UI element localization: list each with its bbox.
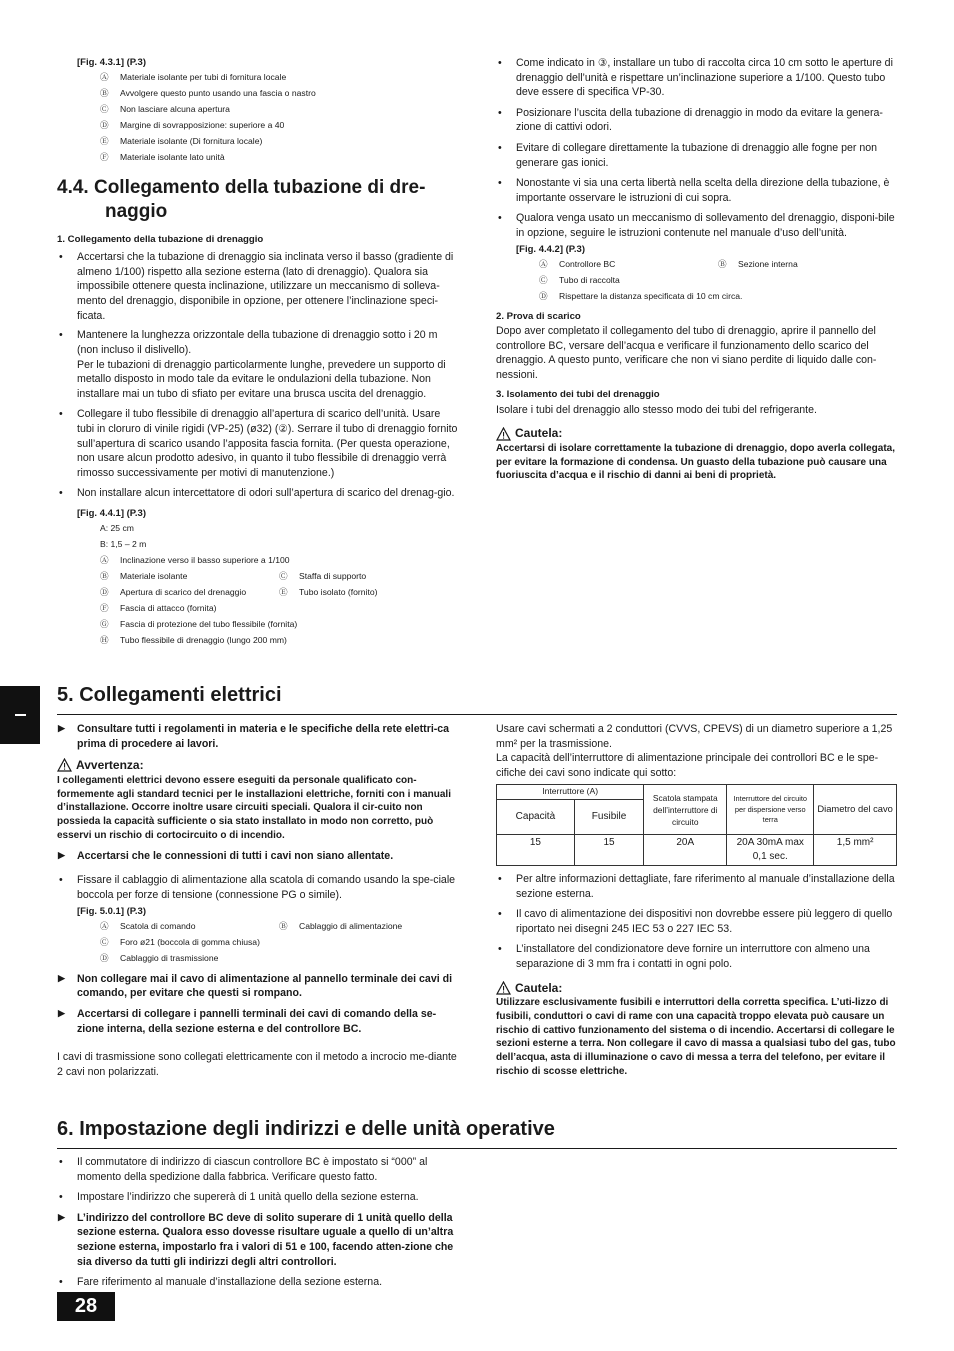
legend-text: Fascia di protezione del tubo flessibile (fornita) [120, 619, 298, 630]
legend-text: Apertura di scarico del drenaggio [120, 587, 247, 598]
legend-code: Ⓐ [539, 258, 548, 269]
subsection-title: 2. Prova di scarico [496, 310, 581, 322]
legend-code: Ⓑ [100, 571, 109, 582]
legend-code: Ⓖ [100, 619, 109, 630]
table-header: Capacità [497, 800, 575, 835]
legend-text: Fascia di attacco (fornita) [120, 603, 217, 614]
list-item: • Il cavo di alimentazione dei dispositivi non dovrebbe essere più leggero di quello riportato nei disegni 245 IEC 53 o 227 IEC 53. [496, 907, 897, 936]
section-6-title: 6. Impostazione degli indirizzi e delle unità operative [57, 1116, 897, 1149]
legend-text: Controllore BC [559, 258, 616, 269]
legend-text: Materiale isolante (Di fornitura locale) [120, 136, 263, 147]
important-note: ▶ Accertarsi che le connessioni di tutti i cavi non siano allentate. [57, 849, 458, 864]
important-note: ▶ Non collegare mai il cavo di alimentazione al pannello terminale dei cavi di comando, per evitare che questi si rompano. [57, 972, 458, 1001]
table-header: Scatola stampata dell’interruttore di circuito [644, 785, 727, 835]
important-note: ▶ Consultare tutti i regolamenti in materia e le specifiche della rete elettri-ca prima di procedere ai lavori. [57, 722, 458, 751]
list-item: • Mantenere la lunghezza orizzontale della tubazione di drenaggio sotto i 20 m (non incluso il dislivello). [57, 328, 458, 357]
legend-item [539, 272, 897, 288]
legend-item [100, 616, 458, 632]
legend-code: Ⓐ [100, 920, 109, 931]
section-5-title: 5. Collegamenti elettrici [57, 682, 897, 715]
fig-title: [Fig. 5.0.1] (P.3) [77, 905, 146, 917]
legend-code: Ⓐ [100, 555, 109, 566]
fig-title: [Fig. 4.4.2] (P.3) [516, 243, 585, 255]
legend-text: Margine di sovrapposizione: superiore a 40 [120, 120, 285, 131]
legend-code: Ⓕ [100, 152, 109, 163]
legend-text: Rispettare la distanza specificata di 10 cm circa. [559, 290, 743, 301]
cable-spec-table [496, 784, 897, 865]
list-item: • Come indicato in ③, installare un tubo di raccolta circa 10 cm sotto le aperture di drenaggio dell’unità e rispettare un’inclinazione superiore a 1/100. Questo tubo deve essere di specifica VP-30. [496, 56, 897, 100]
legend-item [100, 85, 458, 101]
table-cell: 20A 30mA max 0,1 sec. [727, 835, 814, 866]
legend-item [100, 584, 458, 600]
important-note: ▶ L’indirizzo del controllore BC deve di solito superare di 1 unità quello della sezione esterna. Qualora esso dovesse risultare uguale a quello di un’altra sezione esterna, impostarlo fra i valori di 51 e 100, facendo atten-zione che sia diverso da tutti gli indirizzi degli altri controllori. [57, 1211, 458, 1269]
legend-code: Ⓒ [100, 936, 109, 947]
legend-item: B: 1,5 – 2 m [100, 539, 147, 550]
legend-item [100, 117, 458, 133]
table-cell: 1,5 mm² [814, 835, 897, 866]
caution-heading: Cautela: [496, 980, 897, 997]
legend-item [100, 552, 458, 568]
legend-item [100, 133, 458, 149]
legend-code: Ⓔ [279, 587, 288, 598]
table-header: Fusibile [574, 800, 643, 835]
legend-code: Ⓐ [100, 72, 109, 83]
legend-item-secondary [279, 568, 366, 584]
paragraph: La capacità dell’interruttore di alimentazione principale dei controllori BC e le spe-cifiche dei cavi sono indicate qui sotto: [496, 752, 879, 779]
paragraph: Per le tubazioni di drenaggio particolarmente lunghe, prevedere un supporto di metallo disposto in modo tale da evitare le ondulazioni della tubazione. Non installare mai un tubo di sfiato per evitare una brusca uscita del drenaggio. [77, 358, 446, 400]
legend-code: Ⓓ [100, 587, 109, 598]
page-number: 28 [57, 1292, 115, 1321]
list-item: • Accertarsi che la tubazione di drenaggio sia inclinata verso il basso (gradiente di almeno 1/100) rispetto alla sezione esterna (lato di drenaggio). Qualora sia impossibile ottenere questa inclinazione, utilizzare un meccanismo di solleva-mento del drenaggio, disponibile in opzione, per ottenere l’inclinazione speci-ficata. [57, 250, 458, 323]
paragraph: Dopo aver completato il collegamento del tubo di drenaggio, aprire il pannello del controllore BC, versare dell’acqua e verificare il funzionamento dello scarico del drenaggio. A questo punto, verificare che non vi siano perdite di liquido dalle con-nessioni. [496, 325, 877, 381]
list-item: • L’installatore del condizionatore deve fornire un interruttore con almeno una separazione di 3 mm fra i contatti in ogni polo. [496, 942, 897, 971]
table-cell: 20A [644, 835, 727, 866]
fig-title: [Fig. 4.4.1] (P.3) [77, 507, 146, 519]
paragraph: Usare cavi schermati a 2 conduttori (CVVS, CPEVS) di un diametro superiore a 1,25 mm² per la trasmissione. [496, 723, 893, 750]
legend-text: Non lasciare alcuna apertura [120, 104, 230, 115]
legend-text: Materiale isolante per tubi di fornitura locale [120, 72, 287, 83]
legend-item [539, 288, 897, 304]
legend-item [100, 568, 458, 584]
important-note: ▶ Accertarsi di collegare i pannelli terminali dei cavi di comando della se-zione interna, della sezione esterna e del controllore BC. [57, 1007, 458, 1036]
section-4-4-title: 4.4. Collegamento della tubazione di dre- naggio [57, 177, 426, 222]
list-item: • Per altre informazioni dettagliate, fare riferimento al manuale d’installazione della sezione esterna. [496, 872, 897, 901]
list-item: • Posizionare l’uscita della tubazione di drenaggio in modo da evitare la genera-zione di cattivi odori. [496, 106, 897, 135]
legend-item: A: 25 cm [100, 523, 134, 534]
language-tab [0, 686, 40, 744]
legend-item-secondary [279, 584, 378, 600]
section-4-4-body [57, 233, 458, 648]
legend-item [100, 934, 458, 950]
warning-triangle-icon [57, 758, 72, 772]
legend-code: Ⓕ [100, 603, 109, 614]
list-item: • Fissare il cablaggio di alimentazione alla scatola di comando usando la spe-ciale boccola per forze di tensione (connessione PG o simile). [57, 873, 458, 902]
fig-4-3-1-legend [57, 56, 458, 165]
subsection-title: 3. Isolamento dei tubi del drenaggio [496, 389, 660, 401]
paragraph: Isolare i tubi del drenaggio allo stesso modo dei tubi del refrigerante. [496, 403, 817, 416]
legend-code: Ⓑ [100, 88, 109, 99]
legend-text: Foro ø21 (boccola di gomma chiusa) [120, 936, 260, 947]
legend-code: Ⓒ [539, 274, 548, 285]
fig-title: [Fig. 4.3.1] (P.3) [77, 57, 146, 68]
table-cell: 15 [497, 835, 575, 866]
legend-text: Cablaggio di alimentazione [299, 920, 403, 931]
warning-heading: Avvertenza: [57, 757, 458, 774]
legend-item [100, 632, 458, 648]
section-5-right [496, 722, 897, 1079]
legend-text: Cablaggio di trasmissione [120, 952, 219, 963]
table-header: Diametro del cavo [814, 785, 897, 835]
warning-triangle-icon [496, 981, 511, 995]
legend-text: Inclinazione verso il basso superiore a 1/100 [120, 555, 290, 566]
legend-item-secondary [279, 918, 402, 934]
legend-item [100, 918, 458, 934]
list-item: • Nonostante vi sia una certa libertà nella scelta della direzione della tubazione, è importante osservare le istruzioni di cui sopra. [496, 176, 897, 205]
legend-item [100, 600, 458, 616]
legend-item-secondary [718, 256, 798, 272]
right-top-body [496, 56, 897, 483]
legend-item [539, 256, 897, 272]
list-item: • Il commutatore di indirizzo di ciascun controllore BC è impostato si “000” al momento della spedizione dalla fabbrica. Verificare questo fatto. [57, 1155, 458, 1184]
legend-code: Ⓒ [100, 104, 109, 115]
legend-code: Ⓗ [100, 635, 109, 646]
list-item: • Impostare l’indirizzo che supererà di 1 unità quello della sezione esterna. [57, 1190, 458, 1205]
legend-text: Materiale isolante lato unità [120, 152, 225, 163]
caution-text: Utilizzare esclusivamente fusibili e interruttori della corretta specifica. L’uti-lizzo di fusibili, conduttori o cavi di rame con una capacità troppo elevata può causare un rischio di cattivo funzionamento del sistema o di incendio. Accertarsi di collegare le sezioni esterne a terra. Non collegare il cavo di massa a qualsiasi tubo del gas, tubo dell’acqua, asta di illuminazione o cavo di messa a terra del telefono, per evitare il rischio di scosse elettriche. [496, 997, 896, 1078]
legend-text: Sezione interna [738, 258, 798, 269]
legend-code: Ⓒ [279, 571, 288, 582]
warning-triangle-icon [496, 427, 511, 441]
table-header: Interruttore del circuito per dispersione verso terra [727, 785, 814, 835]
legend-item [100, 101, 458, 117]
legend-text: Materiale isolante [120, 571, 188, 582]
legend-text: Tubo flessibile di drenaggio (lungo 200 mm) [120, 635, 287, 646]
legend-text: Tubo isolato (fornito) [299, 587, 378, 598]
list-item: • Qualora venga usato un meccanismo di sollevamento del drenaggio, disponi-bile in opzione, seguire le istruzioni contenute nel manuale d’uso dell’unità. [496, 211, 897, 240]
legend-code: Ⓔ [100, 136, 109, 147]
caution-heading: Cautela: [496, 425, 897, 442]
legend-text: Scatola di comando [120, 920, 196, 931]
legend-text: Staffa di supporto [299, 571, 367, 582]
legend-item [100, 149, 458, 165]
table-header: Interruttore (A) [497, 785, 644, 800]
table-cell: 15 [574, 835, 643, 866]
legend-code: Ⓑ [718, 258, 727, 269]
paragraph: I cavi di trasmissione sono collegati elettricamente con il metodo a incrocio me-diante 2 cavi non polarizzati. [57, 1051, 457, 1078]
list-item: • Non installare alcun intercettatore di odori sull’apertura di scarico del drenag-gio. [57, 486, 458, 501]
list-item: • Fare riferimento al manuale d’installazione della sezione esterna. [57, 1275, 458, 1290]
legend-item [100, 69, 458, 85]
legend-text: Tubo di raccolta [559, 274, 620, 285]
legend-code: Ⓑ [279, 920, 288, 931]
legend-code: Ⓓ [539, 290, 548, 301]
subsection-title: 1. Collegamento della tubazione di drenaggio [57, 234, 264, 245]
caution-text: Accertarsi di isolare correttamente la tubazione di drenaggio, dopo averla collegata, per evitare la formazione di condensa. Un guasto della tubazione può causare una fuoriuscita d’acqua e il rischio di danni ai beni di proprietà. [496, 442, 896, 482]
warning-text: I collegamenti elettrici devono essere eseguiti da personale qualificato con-formemente agli standard tecnici per le installazioni elettriche, forniti con i manuali d’installazione. Occorre inoltre usare circuiti speciali. Qualora il cir-cuito non possieda la capacità sufficiente o sia stato installato in modo non corretto, può esservi un rischio di cortocircuito o di incendio. [57, 774, 451, 841]
section-6-body [57, 1155, 458, 1296]
list-item: • Collegare il tubo flessibile di drenaggio all’apertura di scarico dell’unità. Usare tubi in cloruro di vinile rigidi (VP-25) (ø32) (②). Serrare il tubo di drenaggio fornito sull’apertura di scarico usando l’apposita fascia fornita. (Per questa operazione, non usare alcun prodotto adesivo, in quanto il tubo flessibile di drenaggio verrà rimosso successivamente per motivi di manutenzione.) [57, 407, 458, 480]
legend-code: Ⓓ [100, 952, 109, 963]
legend-item [100, 950, 458, 966]
section-5-left [57, 722, 458, 1079]
list-item: • Evitare di collegare direttamente la tubazione di drenaggio alle fogne per non generare gas ionici. [496, 141, 897, 170]
legend-text: Avvolgere questo punto usando una fascia o nastro [120, 88, 316, 99]
legend-code: Ⓓ [100, 120, 109, 131]
